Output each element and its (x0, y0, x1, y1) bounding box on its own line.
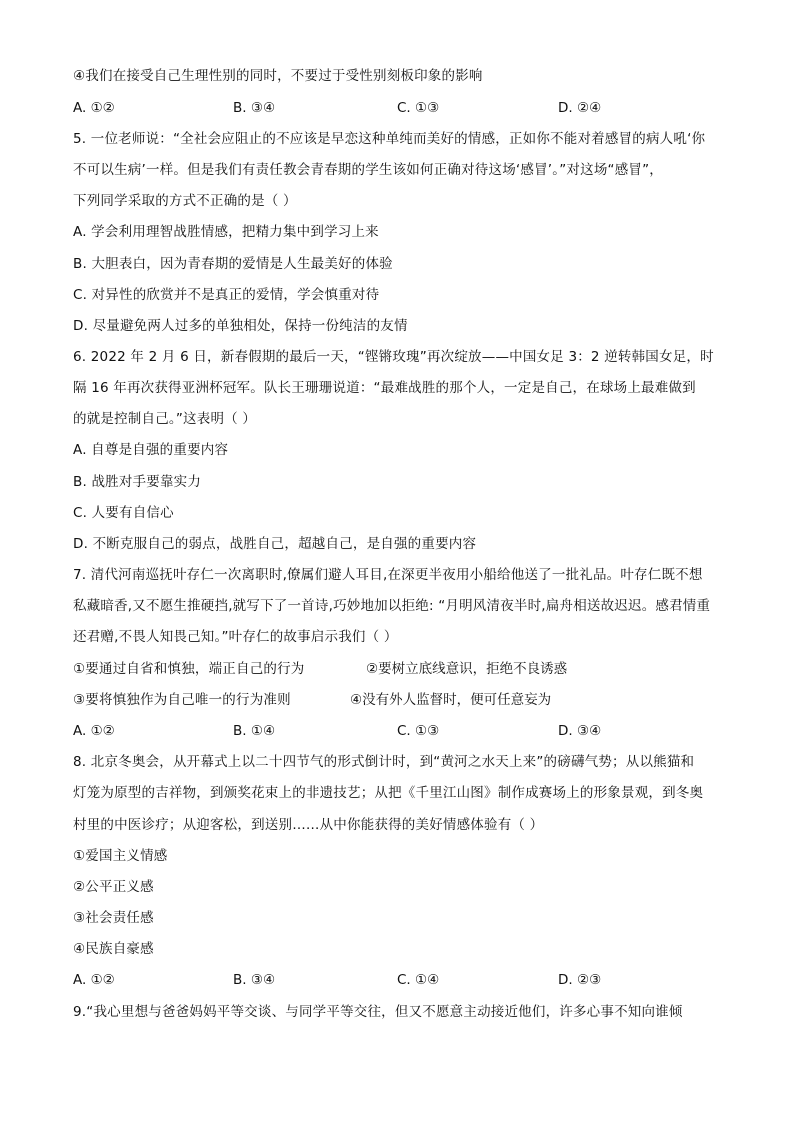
q6-stem-line-1: 6. 2022 年 2 月 6 日，新春假期的最后一天，“铿锵玫瑰”再次绽放——中国女足 3：2 逆转韩国女足，时 (73, 349, 714, 365)
q5-option-a: A. 学会利用理智战胜情感，把精力集中到学习上来 (73, 224, 379, 240)
q7-stem-line-1: 7. 清代河南巡抚叶存仁一次离职时,僚属们避人耳目,在深更半夜用小船给他送了一批礼品。叶存仁既不想 (73, 567, 703, 583)
q6-option-a: A. 自尊是自强的重要内容 (73, 442, 229, 458)
q7-statement-1: ①要通过自省和慎独，端正自己的行为 (73, 661, 305, 677)
q7-option-a: A. ①② (73, 723, 115, 739)
q5-option-b: B. 大胆表白，因为青春期的爱情是人生最美好的体验 (73, 256, 393, 272)
q4-statement-4: ④我们在接受自己生理性别的同时，不要过于受性别刻板印象的影响 (73, 68, 483, 84)
q6-stem-line-3: 的就是控制自己。”这表明（ ） (73, 411, 257, 427)
q7-option-d: D. ③④ (558, 723, 602, 739)
q4-option-b: B. ③④ (233, 100, 276, 116)
q8-statement-3: ③社会责任感 (73, 910, 154, 926)
q4-option-d: D. ②④ (558, 100, 602, 116)
q5-option-d: D. 尽量避免两人过多的单独相处，保持一份纯洁的友情 (73, 318, 408, 334)
q6-stem-line-2: 隔 16 年再次获得亚洲杯冠军。队长王珊珊说道：“最难战胜的那个人，一定是自己，在球场上最难做到 (73, 380, 696, 396)
q8-option-b: B. ③④ (233, 972, 276, 988)
q8-stem-line-2: 灯笼为原型的吉祥物，到颁奖花束上的非遗技艺；从把《千里江山图》制作成赛场上的形象景观，到冬奥 (73, 785, 704, 801)
q7-option-b: B. ①④ (233, 723, 276, 739)
q8-option-a: A. ①② (73, 972, 115, 988)
q8-option-c: C. ①④ (397, 972, 440, 988)
q7-statement-4: ④没有外人监督时，便可任意妄为 (350, 692, 552, 708)
q7-stem-line-2: 私藏暗香,又不愿生推硬挡,就写下了一首诗,巧妙地加以拒绝: “月明风清夜半时,扁舟相送故迟迟。感君情重 (73, 598, 711, 614)
q4-option-a: A. ①② (73, 100, 115, 116)
q5-stem-line-2: 不可以生病’一样。但是我们有责任教会青春期的学生该如何正确对待这场‘感冒’。”对这场“感冒”， (73, 162, 664, 178)
q4-option-c: C. ①③ (397, 100, 440, 116)
q6-option-b: B. 战胜对手要靠实力 (73, 474, 202, 490)
q6-option-c: C. 人要有自信心 (73, 505, 174, 521)
q5-option-c: C. 对异性的欣赏并不是真正的爱情，学会慎重对待 (73, 287, 380, 303)
q8-stem-line-3: 村里的中医诊疗；从迎客松，到送别……从中你能获得的美好情感体验有（ ） (73, 817, 544, 833)
q7-stem-line-3: 还君赠,不畏人知畏己知。”叶存仁的故事启示我们（ ） (73, 629, 398, 645)
q9-stem-line-1: 9.“我心里想与爸爸妈妈平等交谈、与同学平等交往，但又不愿意主动接近他们，许多心事不知向谁倾 (73, 1004, 683, 1020)
q7-statement-2: ②要树立底线意识，拒绝不良诱惑 (366, 661, 568, 677)
q8-stem-line-1: 8. 北京冬奥会，从开幕式上以二十四节气的形式倒计时，到“黄河之水天上来”的磅礴气势；从以熊猫和 (73, 754, 695, 770)
q8-statement-2: ②公平正义感 (73, 879, 154, 895)
q8-statement-4: ④民族自豪感 (73, 941, 154, 957)
q5-stem-line-3: 下列同学采取的方式不正确的是（ ） (73, 193, 297, 209)
q8-option-d: D. ②③ (558, 972, 602, 988)
q5-stem-line-1: 5. 一位老师说：“全社会应阻止的不应该是早恋这种单纯而美好的情感，正如你不能对着感冒的病人吼‘你 (73, 131, 706, 147)
q6-option-d: D. 不断克服自己的弱点，战胜自己，超越自己，是自强的重要内容 (73, 536, 477, 552)
q7-option-c: C. ①③ (397, 723, 440, 739)
q8-statement-1: ①爱国主义情感 (73, 848, 168, 864)
q7-statement-3: ③要将慎独作为自己唯一的行为准则 (73, 692, 291, 708)
